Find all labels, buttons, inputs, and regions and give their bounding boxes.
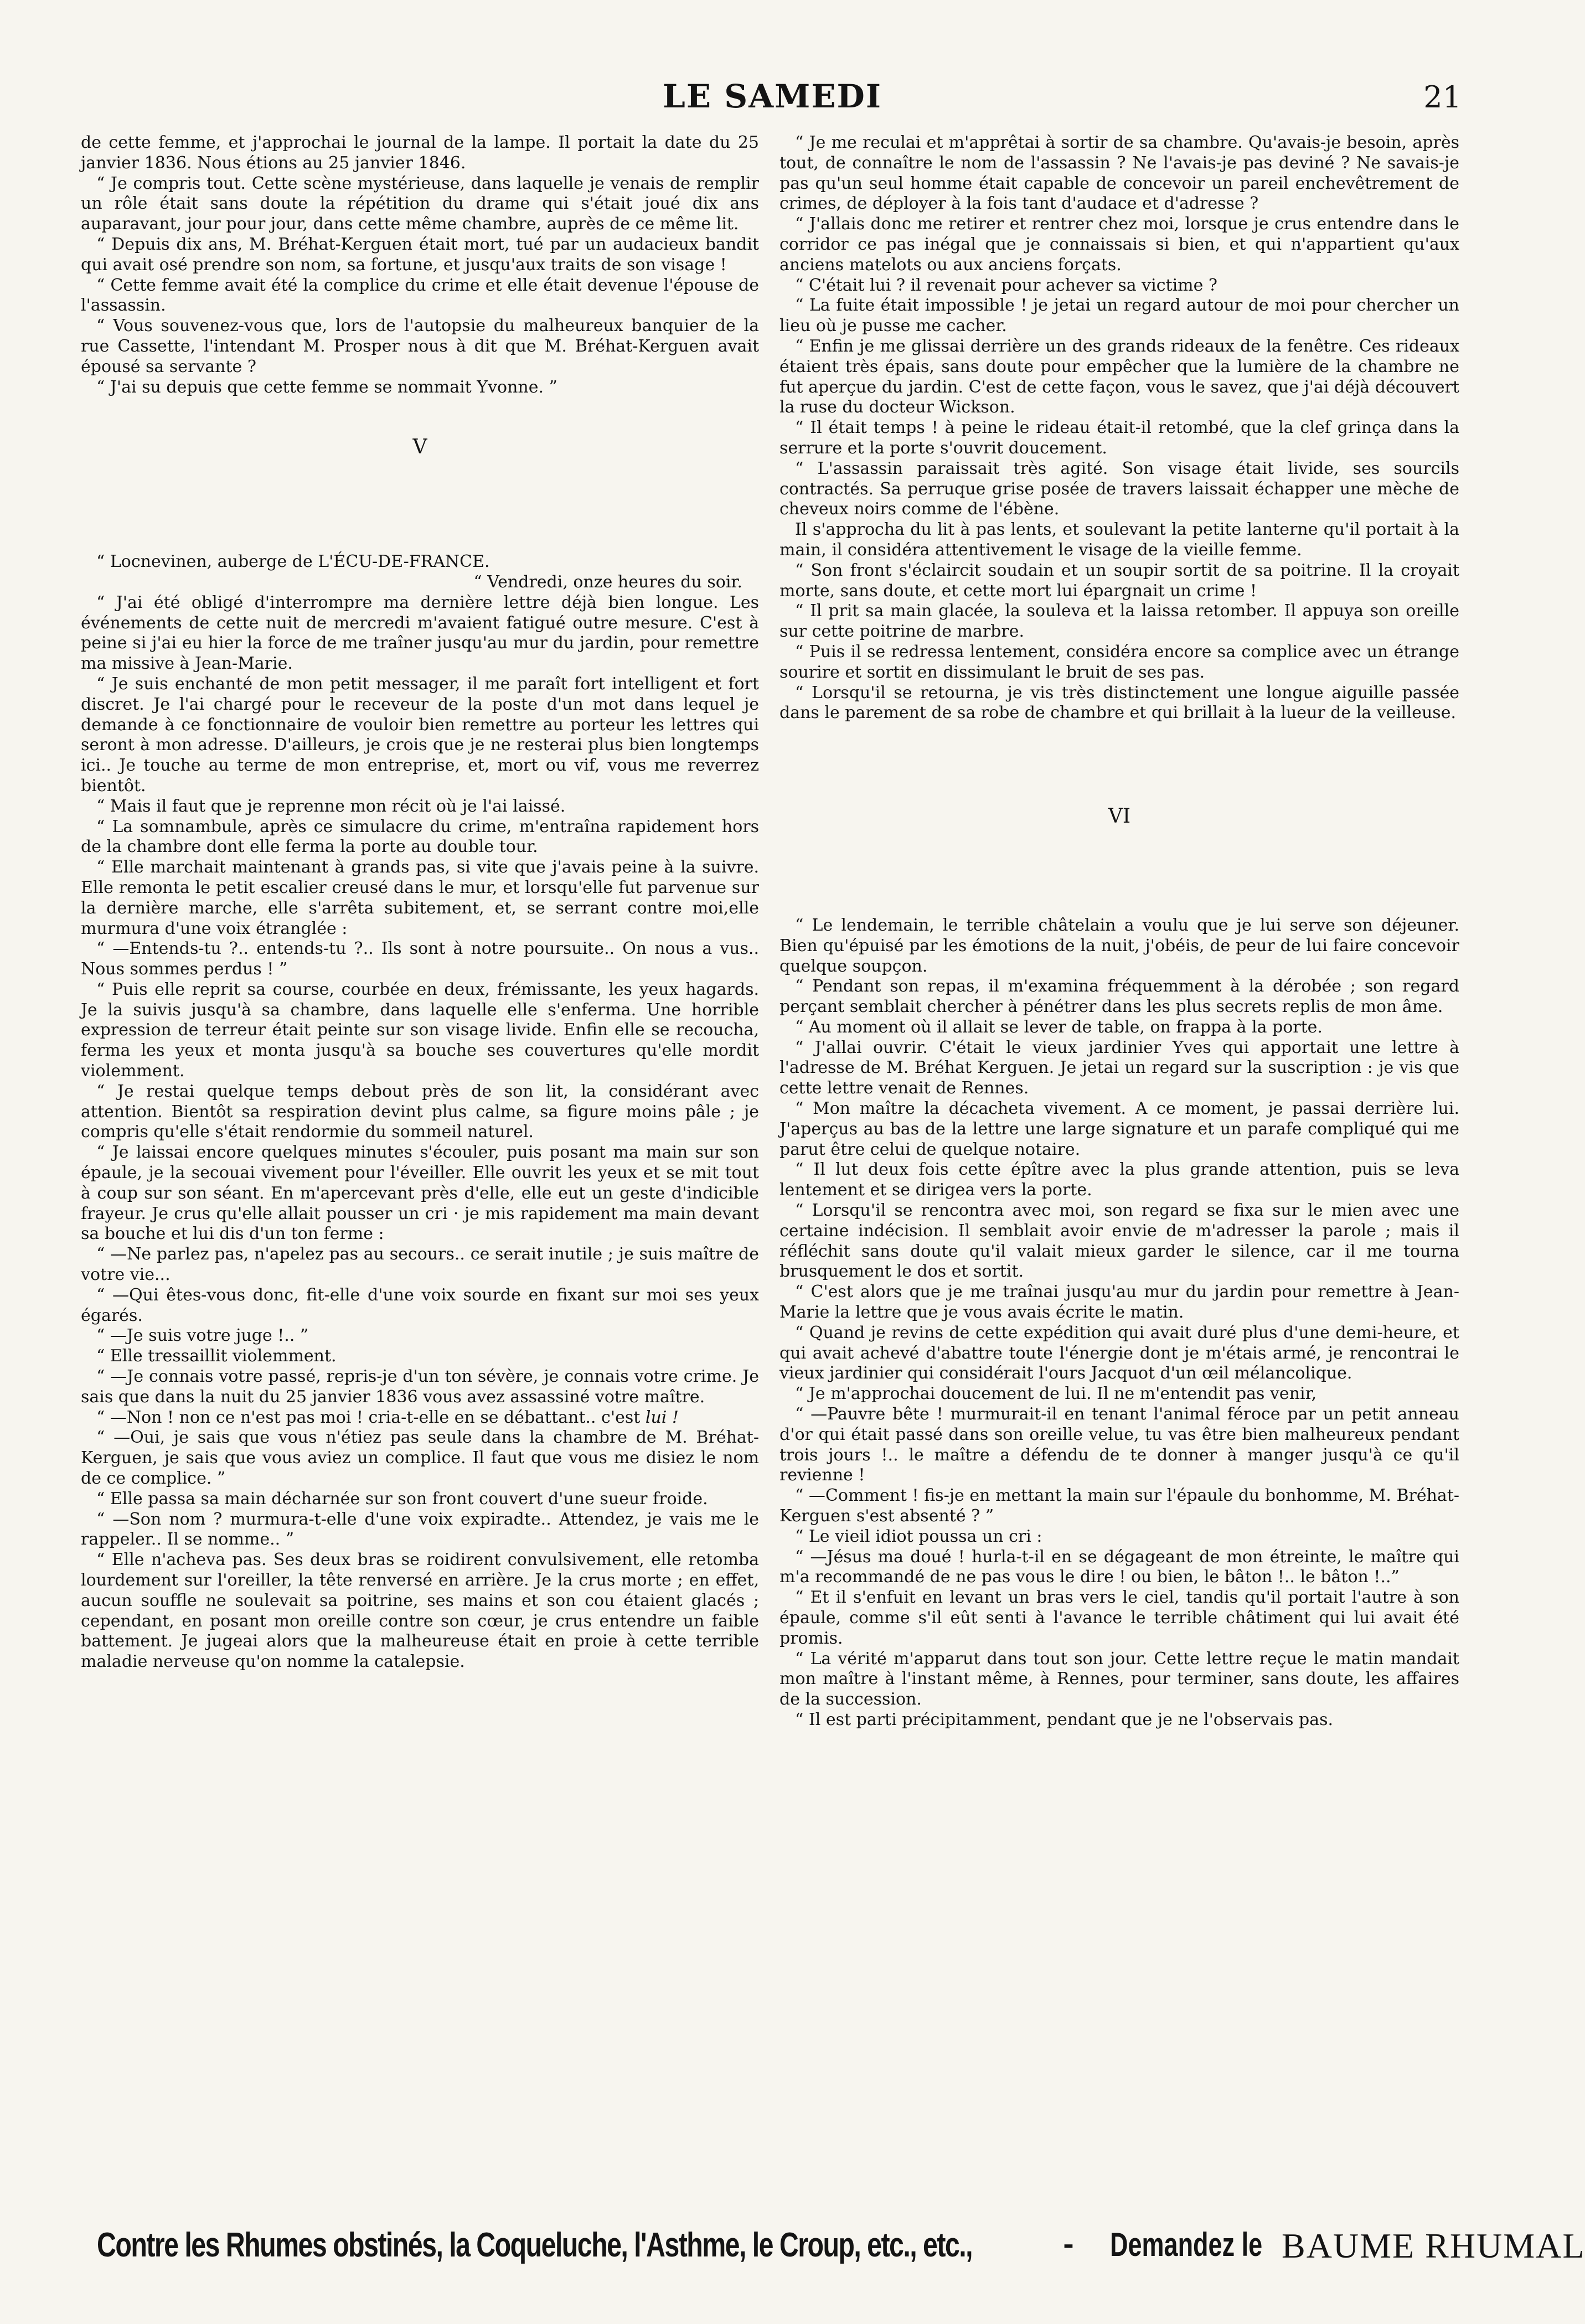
paragraph: “ Mais il faut que je reprenne mon récit où je l'ai laissé. (96, 796, 566, 816)
paragraph: “ Lorsqu'il se rencontra avec moi, son regard se fixa sur le mien avec une certaine indécision. Il semblait avoir envie de m'adresser la parole ; mais il réfléchit sans doute qu'il valait mieux garder le silence, car il me tourna brusquement le dos et sortit. (779, 1201, 1459, 1282)
emphasis-lui: lui ! (645, 1407, 679, 1427)
left-paragraphs-c (81, 1428, 759, 1672)
paragraph: “ —Entends-tu ?.. entends-tu ?.. Ils sont à notre poursuite.. On nous a vus.. Nous sommes perdus ! ” (81, 939, 759, 979)
paragraph: “ Je restai quelque temps debout près de son lit, la considérant avec attention. Bientôt sa respiration devint plus calme, sa figure moins pâle ; je compris qu'elle s'était rendormie du sommeil naturel. (81, 1081, 759, 1142)
paragraph: “ Je m'approchai doucement de lui. Il ne m'entendit pas venir, (795, 1384, 1317, 1404)
paragraph: “ Mon maître la décacheta vivement. A ce moment, je passai derrière lui. J'aperçus au bas de la lettre une large signature et un parafe compliqué qui me parut être celui de quelque notaire. (779, 1099, 1459, 1159)
right-paragraphs-b (779, 916, 1459, 1731)
paragraph: “ Cette femme avait été la complice du crime et elle était devenue l'épouse de l'assassin. (81, 275, 759, 316)
section-heading-vi: VI (1108, 805, 1131, 828)
paragraph: “ Depuis dix ans, M. Bréhat-Kerguen était mort, tué par un audacieux bandit qui avait osé prendre son nom, sa fortune, et jusqu'aux traits de son visage ! (81, 234, 759, 275)
paragraph: “ Il lut deux fois cette épître avec la plus grande attention, puis se leva lentement et se dirigea vers la porte. (779, 1160, 1459, 1200)
paragraph: “ J'ai su depuis que cette femme se nommait Yvonne. ” (96, 377, 557, 397)
paragraph: “ —Ne parlez pas, n'apelez pas au secours.. ce serait inutile ; je suis maître de votre vie... (81, 1244, 759, 1285)
left-paragraphs-b (81, 593, 759, 1408)
section-heading-v: V (412, 436, 427, 459)
paragraph-non-c-est-pas-moi (81, 1408, 759, 1428)
paragraph: “ Le vieil idiot poussa un cri : (795, 1526, 1042, 1546)
right-column (779, 133, 1459, 1731)
paragraph: “ Il était temps ! à peine le rideau était-il retombé, que la clef grinça dans la serrure et la porte s'ouvrit doucement. (779, 418, 1459, 458)
paragraph: “ —Comment ! fis-je en mettant la main sur l'épaule du bonhomme, M. Bréhat-Kerguen s'est absenté ? ” (779, 1486, 1459, 1526)
paragraph: “ C'est alors que je me traînai jusqu'au mur du jardin pour remettre à Jean-Marie la lettre que je vous avais écrite le matin. (779, 1282, 1459, 1323)
dateline-inn: L'ÉCU-DE-FRANCE. (318, 552, 490, 572)
paragraph: “ La somnambule, après ce simulacre du crime, m'entraîna rapidement hors de la chambre dont elle ferma la porte au double tour. (81, 817, 759, 857)
dateline-place (81, 552, 759, 572)
paragraph: “ Quand je revins de cette expédition qui avait duré plus d'une demi-heure, et qui avait achevé d'abattre toute l'énergie dont je m'étais armé, je rencontrai le vieux jardinier qui considérait l'ours Jacquot d'un œil mélancolique. (779, 1323, 1459, 1383)
paragraph: “ La fuite était impossible ! je jetai un regard autour de moi pour chercher un lieu où je pusse me cacher. (779, 296, 1459, 336)
paragraph: “ Son front s'éclaircit soudain et un soupir sortit de sa poitrine. Il la croyait morte, sans doute, et cette mort lui épargnait un crime ! (779, 560, 1459, 601)
paragraph: “ Puis elle reprit sa course, courbée en deux, frémissante, les yeux hagards. Je la suivis jusqu'à sa chambre, dans laquelle elle s'enferma. Une horrible expression de terreur était peinte sur son visage livide. Enfin elle se recoucha, ferma les yeux et monta jusqu'à sa bouche ses couvertures qu'elle mordit violemment. (81, 979, 759, 1081)
left-column (81, 133, 759, 1672)
paragraph: “ Elle tressaillit violemment. (96, 1346, 337, 1366)
paragraph: “ Lorsqu'il se retourna, je vis très distinctement une longue aiguille passée dans le parement de sa robe de chambre et qui brillait à la lueur de la veilleuse. (779, 683, 1459, 723)
paragraph: “ La vérité m'apparut dans tout son jour. Cette lettre reçue le matin mandait mon maître à l'instant même, à Rennes, pour terminer, sans doute, les affaires de la succession. (779, 1649, 1459, 1710)
page-header (83, 78, 1462, 122)
paragraph: de cette femme, et j'approchai le journal de la lampe. Il portait la date du 25 janvier 1836. Nous étions au 25 janvier 1846. (81, 133, 759, 173)
paragraph: “ Je me reculai et m'apprêtai à sortir de sa chambre. Qu'avais-je besoin, après tout, de connaître le nom de l'assassin ? Ne l'avais-je pas deviné ? Ne savais-je pas qu'un seul homme était capable de concevoir un pareil enchevêtrement de crimes, de déployer à la fois tant d'audace et d'adresse ? (779, 133, 1459, 214)
dateline-time: “ Vendredi, onze heures du soir. (473, 572, 742, 592)
page-title: LE SAMEDI (663, 78, 882, 115)
paragraph: “ J'ai été obligé d'interrompre ma dernière lettre déjà bien longue. Les événements de cette nuit de mercredi m'avaient fatigué outre mesure. C'est à peine si j'ai eu hier la force de me traîner jusqu'au mur du jardin, pour remettre ma missive à Jean-Marie. (81, 592, 759, 674)
left-paragraphs-a (81, 133, 759, 397)
paragraph: “ C'était lui ? il revenait pour achever sa victime ? (795, 275, 1217, 295)
paragraph: “ Je suis enchanté de mon petit messager, il me paraît fort intelligent et fort discret. Je l'ai chargé pour le receveur de la poste d'un mot dans lequel je demande à ce fonctionnaire de vouloir bien remettre au porteur les lettres qui seront à mon adresse. D'ailleurs, je crois que je ne resterai plus bien longtemps ici.. Je touche au terme de mon entreprise, et, mort ou vif, vous me reverrez bientôt. (81, 674, 759, 796)
paragraph: “ Enfin je me glissai derrière un des grands rideaux de la fenêtre. Ces rideaux étaient très épais, sans doute pour empêcher que la lumière de la chambre ne fut aperçue du jardin. C'est de cette façon, vous le savez, que j'ai déjà découvert la ruse du docteur Wickson. (779, 336, 1459, 417)
paragraph: “ Elle marchait maintenant à grands pas, si vite que j'avais peine à la suivre. Elle remonta le petit escalier creusé dans le mur, et lorsqu'elle fut parvenue sur la dernière marche, elle s'arrêta subitement, et, se serrant contre moi,elle murmura d'une voix étranglée : (81, 858, 759, 938)
paragraph: “ J'allai ouvrir. C'était le vieux jardinier Yves qui apportait une lettre à l'adresse de M. Bréhat Kerguen. Je jetai un regard sur la suscription : je vis que cette lettre venait de Rennes. (779, 1037, 1459, 1098)
paragraph: “ Je laissai encore quelques minutes s'écouler, puis posant ma main sur son épaule, je la secouai vivement pour l'éveiller. Elle ouvrit les yeux et se mit tout à coup sur son séant. En m'apercevant près d'elle, elle eut un geste d'indicible frayeur. Je crus qu'elle allait pousser un cri · je mis rapidement ma main devant sa bouche et lui dis d'un ton ferme : (81, 1143, 759, 1244)
ad-text: Contre les Rhumes obstinés, la Coqueluche, l'Asthme, le Croup, etc., etc., (97, 2226, 972, 2264)
paragraph: “ L'assassin paraissait très agité. Son visage était livide, ses sourcils contractés. Sa perruque grise posée de travers laissait échapper une mèche de cheveux noirs comme de l'ébène. (779, 458, 1459, 519)
paragraph: “ —Qui êtes-vous donc, fit-elle d'une voix sourde en fixant sur moi ses yeux égarés. (81, 1285, 759, 1325)
paragraph: “ Le lendemain, le terrible châtelain a voulu que je lui serve son déjeuner. Bien qu'épuisé par les émotions de la nuit, j'obéis, de peur de lui faire concevoir quelque soupçon. (779, 915, 1459, 976)
ad-separator: - (1063, 2229, 1074, 2260)
ad-brand: BAUME RHUMAL (1282, 2226, 1585, 2265)
paragraph: “ —Oui, je sais que vous n'étiez pas seule dans la chambre de M. Bréhat-Kerguen, je sais que vous aviez un complice. Il faut que vous me disiez le nom de ce complice. ” (81, 1428, 759, 1489)
paragraph: “ Il est parti précipitamment, pendant que je ne l'observais pas. (795, 1710, 1334, 1729)
paragraph: “ Elle passa sa main décharnée sur son front couvert d'une sueur froide. (96, 1489, 708, 1509)
paragraph: Il s'approcha du lit à pas lents, et soulevant la petite lanterne qu'il portait à la main, il considéra attentivement le visage de la vieille femme. (779, 520, 1459, 560)
page-number: 21 (1423, 80, 1462, 115)
right-paragraphs-a (779, 133, 1459, 724)
paragraph-text: “ —Non ! non ce n'est pas moi ! cria-t-elle en se débattant.. c'est (96, 1407, 646, 1427)
paragraph: “ Au moment où il allait se lever de table, on frappa à la porte. (795, 1017, 1323, 1037)
paragraph: “ —Jésus ma doué ! hurla-t-il en se dégageant de mon étreinte, le maître qui m'a recommandé de ne pas vous le dire ! ou bien, le bâton !.. le bâton !..” (779, 1547, 1459, 1587)
paragraph: “ Vous souvenez-vous que, lors de l'autopsie du malheureux banquier de la rue Cassette, l'intendant M. Prosper nous à dit que M. Bréhat-Kerguen avait épousé sa servante ? (81, 316, 759, 376)
ad-call-to-action: Demandez le (1110, 2226, 1263, 2263)
paragraph: “ Elle n'acheva pas. Ses deux bras se roidirent convulsivement, elle retomba lourdement sur l'oreiller, la tête renversé en arrière. Je la crus morte ; en effet, aucun souffle ne soulevait sa poitrine, ses mains et son cou étaient glacés ; cependant, en posant mon oreille contre son cœur, je crus entendre un faible battement. Je jugeai alors que la malheureuse était en proie à cette terrible maladie nerveuse qu'on nomme la catalepsie. (81, 1550, 759, 1672)
paragraph: “ J'allais donc me retirer et rentrer chez moi, lorsque je crus entendre dans le corridor ce pas inégal que je connaissais si bien, et qui n'appartient qu'aux anciens matelots ou aux anciens forçats. (779, 214, 1459, 275)
paragraph: “ —Je suis votre juge !.. ” (96, 1326, 309, 1346)
paragraph: “ —Pauvre bête ! murmurait-il en tenant l'animal féroce par un petit anneau d'or qui était passé dans son oreille velue, tu vas être bien malheureux pendant trois jours !.. le maître a défendu de te donner à manger jusqu'à ce qu'il revienne ! (779, 1404, 1459, 1485)
paragraph: “ —Son nom ? murmura-t-elle d'une voix expiradte.. Attendez, je vais me le rappeler.. Il se nomme.. ” (81, 1509, 759, 1550)
dateline-place-text: “ Locnevinen, auberge de (96, 552, 318, 572)
paragraph: “ Il prit sa main glacée, la souleva et la laissa retomber. Il appuya son oreille sur cette poitrine de marbre. (779, 601, 1459, 642)
paragraph: “ Pendant son repas, il m'examina fréquemment à la dérobée ; son regard perçant semblait chercher à pénétrer dans les plus secrets replis de mon âme. (779, 977, 1459, 1017)
advertisement-footer (97, 2225, 1585, 2281)
paragraph: “ Je compris tout. Cette scène mystérieuse, dans laquelle je venais de remplir un rôle était sans doute la répétition du drame qui s'était joué dix ans auparavant, jour pour jour, dans cette même chambre, auprès de ce même lit. (81, 173, 759, 234)
paragraph: “ —Je connais votre passé, repris-je d'un ton sévère, je connais votre crime. Je sais que dans la nuit du 25 janvier 1836 vous avez assassiné votre maître. (81, 1367, 759, 1407)
paragraph: “ Puis il se redressa lentement, considéra encore sa complice avec un étrange sourire et sortit en dissimulant le bruit de ses pas. (779, 642, 1459, 682)
paragraph: “ Et il s'enfuit en levant un bras vers le ciel, tandis qu'il portait l'autre à son épaule, comme s'il eût senti à l'avance le terrible châtiment qui lui avait été promis. (779, 1588, 1459, 1648)
